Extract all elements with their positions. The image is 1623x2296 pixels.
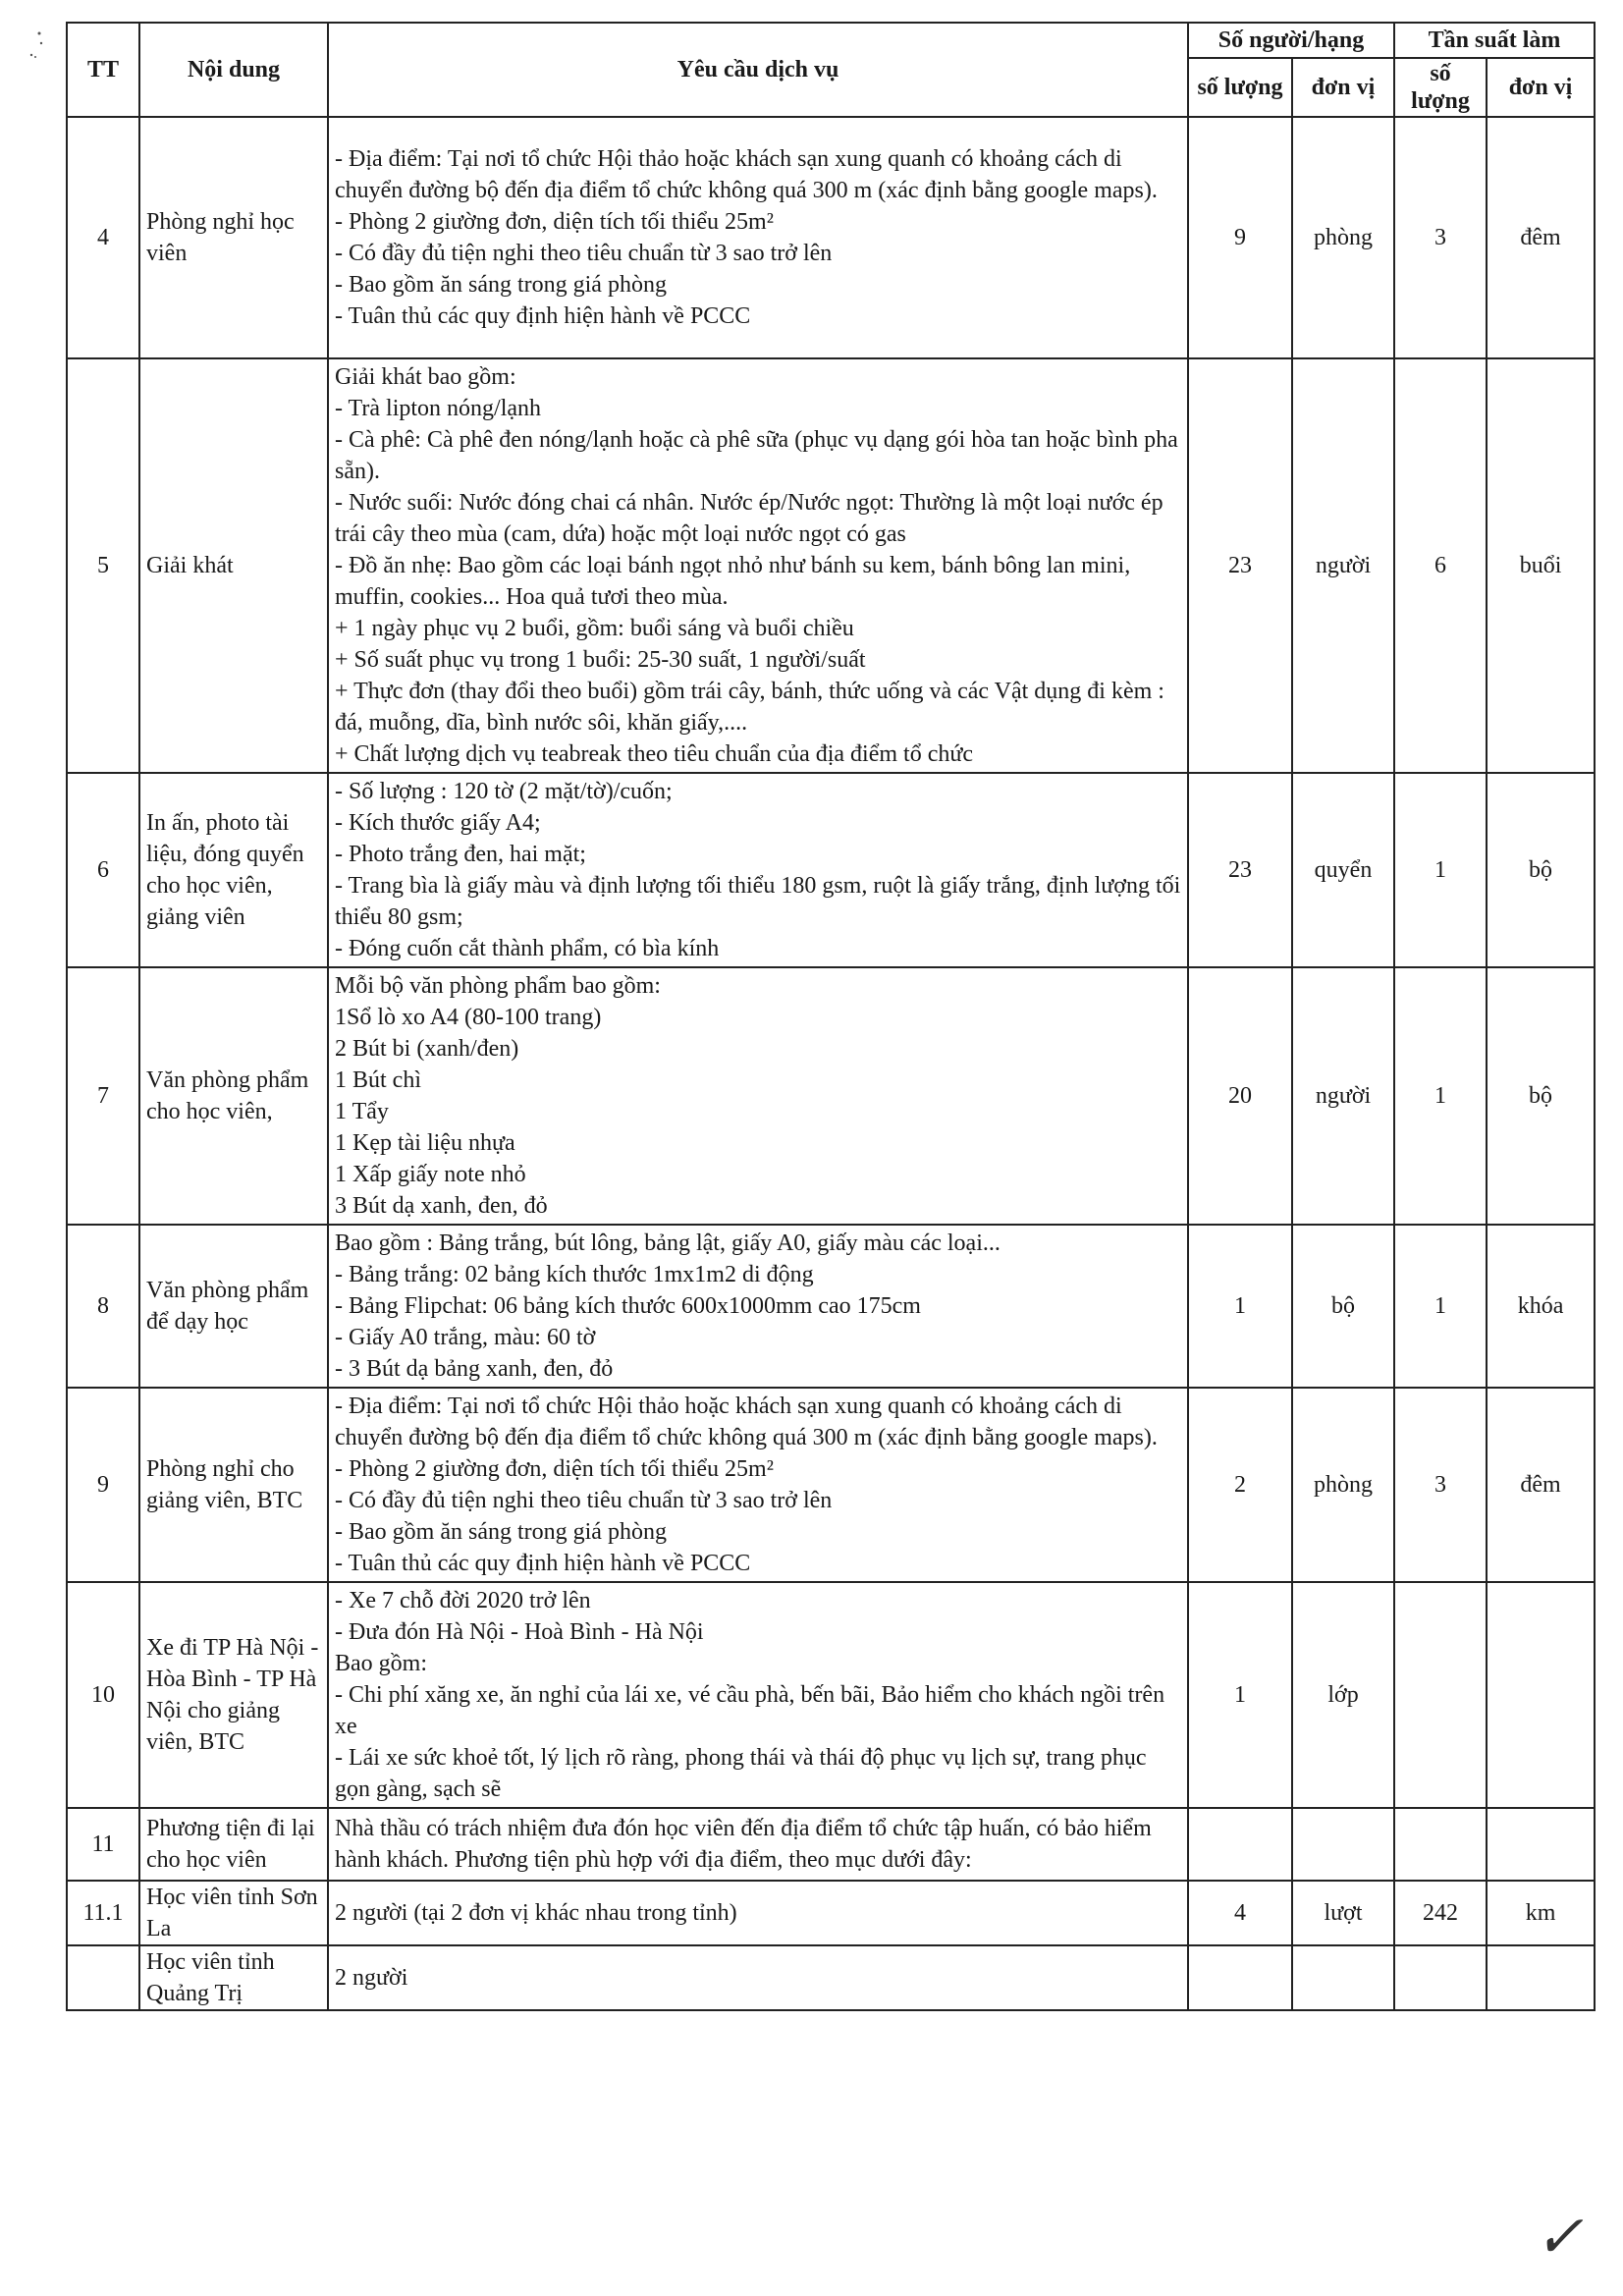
header-tt: TT — [67, 23, 139, 117]
header-quantity-1: số lượng — [1188, 58, 1292, 117]
row-quantity-2 — [1394, 1808, 1487, 1881]
requirement-line: - Xe 7 chỗ đời 2020 trở lên — [335, 1588, 591, 1613]
row-unit-2 — [1487, 1582, 1595, 1808]
table-row — [67, 773, 1595, 967]
row-requirements — [328, 1945, 1188, 2010]
row-content: Xe đi TP Hà Nội - Hòa Bình - TP Hà Nội cho giảng viên, BTC — [139, 1582, 328, 1808]
row-unit-1: phòng — [1292, 117, 1394, 358]
row-tt: 6 — [67, 773, 139, 967]
row-quantity-2: 1 — [1394, 773, 1487, 967]
row-tt: 4 — [67, 117, 139, 358]
row-unit-1: người — [1292, 358, 1394, 773]
row-unit-2: đêm — [1487, 1388, 1595, 1582]
row-unit-2: bộ — [1487, 967, 1595, 1225]
row-requirements — [328, 358, 1188, 773]
row-content: Phương tiện đi lại cho học viên — [139, 1808, 328, 1881]
requirement-line: 1 Xấp giấy note nhỏ — [335, 1162, 526, 1187]
requirement-line: - Trang bìa là giấy màu và định lượng tối thiểu 180 gsm, ruột là giấy trắng, định lượng tối thiểu 80 gsm; — [335, 873, 1181, 930]
row-content: In ấn, photo tài liệu, đóng quyển cho học viên, giảng viên — [139, 773, 328, 967]
row-quantity-1: 1 — [1188, 1582, 1292, 1808]
row-tt: 7 — [67, 967, 139, 1225]
table-row — [67, 117, 1595, 358]
row-quantity-1: 9 — [1188, 117, 1292, 358]
row-tt: 11 — [67, 1808, 139, 1881]
row-quantity-1: 23 — [1188, 773, 1292, 967]
row-unit-1: bộ — [1292, 1225, 1394, 1388]
row-quantity-2: 6 — [1394, 358, 1487, 773]
row-unit-1: phòng — [1292, 1388, 1394, 1582]
row-unit-2: đêm — [1487, 117, 1595, 358]
row-unit-2: bộ — [1487, 773, 1595, 967]
row-unit-2: buổi — [1487, 358, 1595, 773]
requirement-line: Giải khát bao gồm: — [335, 364, 516, 390]
row-tt — [67, 1945, 139, 2010]
header-unit-2: đơn vị — [1487, 58, 1595, 117]
row-quantity-2: 242 — [1394, 1881, 1487, 1945]
header-content: Nội dung — [139, 23, 328, 117]
requirement-line: - Đồ ăn nhẹ: Bao gồm các loại bánh ngọt nhỏ như bánh su kem, bánh bông lan mini, muffin, cookies... Hoa quả tươi theo mùa. — [335, 553, 1131, 610]
requirement-line: - Kích thước giấy A4; — [335, 810, 541, 836]
row-quantity-1: 1 — [1188, 1225, 1292, 1388]
row-quantity-2 — [1394, 1582, 1487, 1808]
service-table — [66, 22, 1596, 2011]
row-quantity-1: 23 — [1188, 358, 1292, 773]
requirement-line: - Có đầy đủ tiện nghi theo tiêu chuẩn từ 3 sao trở lên — [335, 241, 833, 266]
row-content: Học viên tỉnh Quảng Trị — [139, 1945, 328, 2010]
requirement-line: 3 Bút dạ xanh, đen, đỏ — [335, 1193, 548, 1219]
row-unit-1: người — [1292, 967, 1394, 1225]
row-requirements — [328, 117, 1188, 358]
table-row — [67, 1945, 1595, 2010]
table-row — [67, 1388, 1595, 1582]
requirement-line: 2 người — [335, 1965, 408, 1991]
row-content: Văn phòng phẩm để dạy học — [139, 1225, 328, 1388]
row-quantity-2 — [1394, 1945, 1487, 2010]
row-unit-1 — [1292, 1808, 1394, 1881]
requirement-line: - Đóng cuốn cắt thành phẩm, có bìa kính — [335, 936, 720, 961]
row-unit-1 — [1292, 1945, 1394, 2010]
requirement-line: 1 Kẹp tài liệu nhựa — [335, 1130, 515, 1156]
row-requirements — [328, 1388, 1188, 1582]
requirement-line: - Địa điểm: Tại nơi tổ chức Hội thảo hoặc khách sạn xung quanh có khoảng cách di chuyển đường bộ đến địa điểm tổ chức không quá 300 m (xác định bằng google maps). — [335, 146, 1158, 203]
requirement-line: Bao gồm: — [335, 1651, 427, 1676]
requirement-line: - Tuân thủ các quy định hiện hành về PCCC — [335, 303, 751, 329]
requirement-line: - Photo trắng đen, hai mặt; — [335, 842, 586, 867]
requirement-line: 1 Tẩy — [335, 1099, 389, 1124]
requirement-line: - Cà phê: Cà phê đen nóng/lạnh hoặc cà phê sữa (phục vụ dạng gói hòa tan hoặc bình pha sẵn). — [335, 427, 1178, 484]
row-unit-1: lớp — [1292, 1582, 1394, 1808]
row-quantity-1: 2 — [1188, 1388, 1292, 1582]
requirement-line: + Thực đơn (thay đổi theo buổi) gồm trái cây, bánh, thức uống và các Vật dụng đi kèm : đá, muỗng, dĩa, bình nước sôi, khăn giấy,.... — [335, 679, 1164, 736]
requirement-line: - Có đầy đủ tiện nghi theo tiêu chuẩn từ 3 sao trở lên — [335, 1488, 833, 1513]
requirement-line: + Số suất phục vụ trong 1 buổi: 25-30 suất, 1 người/suất — [335, 647, 866, 673]
row-quantity-1 — [1188, 1808, 1292, 1881]
row-quantity-2: 1 — [1394, 1225, 1487, 1388]
table-row — [67, 1225, 1595, 1388]
requirement-line: 2 Bút bi (xanh/đen) — [335, 1036, 519, 1062]
row-tt: 8 — [67, 1225, 139, 1388]
requirement-line: Mỗi bộ văn phòng phẩm bao gồm: — [335, 973, 661, 999]
table-row — [67, 1881, 1595, 1945]
row-unit-2 — [1487, 1808, 1595, 1881]
requirement-line: - Bao gồm ăn sáng trong giá phòng — [335, 1519, 667, 1545]
requirement-line: 1 Bút chì — [335, 1067, 421, 1093]
requirement-line: - Phòng 2 giường đơn, diện tích tối thiểu 25m² — [335, 209, 774, 235]
requirement-line: 2 người (tại 2 đơn vị khác nhau trong tỉnh) — [335, 1900, 737, 1926]
row-requirements — [328, 773, 1188, 967]
table-row — [67, 358, 1595, 773]
row-requirements — [328, 967, 1188, 1225]
row-quantity-1: 4 — [1188, 1881, 1292, 1945]
row-requirements — [328, 1225, 1188, 1388]
row-requirements — [328, 1808, 1188, 1881]
row-unit-2: khóa — [1487, 1225, 1595, 1388]
requirement-line: - Đưa đón Hà Nội - Hoà Bình - Hà Nội — [335, 1619, 704, 1645]
requirement-line: - Tuân thủ các quy định hiện hành về PCCC — [335, 1551, 751, 1576]
requirement-line: - 3 Bút dạ bảng xanh, đen, đỏ — [335, 1356, 614, 1382]
row-quantity-2: 3 — [1394, 1388, 1487, 1582]
requirement-line: + Chất lượng dịch vụ teabreak theo tiêu chuẩn của địa điểm tổ chức — [335, 741, 974, 767]
signature-mark: ✓ — [1534, 2205, 1584, 2269]
header-requirements: Yêu cầu dịch vụ — [328, 23, 1188, 117]
row-content: Phòng nghỉ cho giảng viên, BTC — [139, 1388, 328, 1582]
row-unit-2 — [1487, 1945, 1595, 2010]
row-unit-1: lượt — [1292, 1881, 1394, 1945]
row-requirements — [328, 1881, 1188, 1945]
row-tt: 5 — [67, 358, 139, 773]
table-row — [67, 967, 1595, 1225]
requirement-line: Bao gồm : Bảng trắng, bút lông, bảng lật, giấy A0, giấy màu các loại... — [335, 1230, 1001, 1256]
requirement-line: - Nước suối: Nước đóng chai cá nhân. Nước ép/Nước ngọt: Thường là một loại nước ép trái cây theo mùa (cam, dứa) hoặc một loại nước ngọt có gas — [335, 490, 1163, 547]
scan-specks — [27, 29, 47, 88]
header-quantity-2: số lượng — [1394, 58, 1487, 117]
row-tt: 11.1 — [67, 1881, 139, 1945]
row-tt: 9 — [67, 1388, 139, 1582]
requirement-line: - Bao gồm ăn sáng trong giá phòng — [335, 272, 667, 298]
header-people-group: Số người/hạng — [1188, 23, 1394, 58]
row-content: Giải khát — [139, 358, 328, 773]
row-unit-1: quyển — [1292, 773, 1394, 967]
row-quantity-2: 1 — [1394, 967, 1487, 1225]
requirement-line: - Chi phí xăng xe, ăn nghỉ của lái xe, vé cầu phà, bến bãi, Bảo hiểm cho khách ngồi trên xe — [335, 1682, 1165, 1739]
row-quantity-1: 20 — [1188, 967, 1292, 1225]
requirement-line: - Lái xe sức khoẻ tốt, lý lịch rõ ràng, phong thái và thái độ phục vụ lịch sự, trang phục gọn gàng, sạch sẽ — [335, 1745, 1147, 1802]
header-frequency-group: Tần suất làm — [1394, 23, 1595, 58]
row-requirements — [328, 1582, 1188, 1808]
row-content: Văn phòng phẩm cho học viên, — [139, 967, 328, 1225]
row-unit-2: km — [1487, 1881, 1595, 1945]
requirement-line: + 1 ngày phục vụ 2 buổi, gồm: buổi sáng và buổi chiều — [335, 616, 854, 641]
row-content: Học viên tỉnh Sơn La — [139, 1881, 328, 1945]
row-tt: 10 — [67, 1582, 139, 1808]
row-quantity-2: 3 — [1394, 117, 1487, 358]
requirement-line: - Trà lipton nóng/lạnh — [335, 396, 542, 421]
table-row — [67, 1582, 1595, 1808]
row-quantity-1 — [1188, 1945, 1292, 2010]
requirement-line: - Địa điểm: Tại nơi tổ chức Hội thảo hoặc khách sạn xung quanh có khoảng cách di chuyển đường bộ đến địa điểm tổ chức không quá 300 m (xác định bằng google maps). — [335, 1394, 1158, 1450]
requirement-line: - Bảng Flipchat: 06 bảng kích thước 600x1000mm cao 175cm — [335, 1293, 921, 1319]
requirement-line: - Số lượng : 120 tờ (2 mặt/tờ)/cuốn; — [335, 779, 673, 804]
table-row — [67, 1808, 1595, 1881]
header-unit-1: đơn vị — [1292, 58, 1394, 117]
requirement-line: Nhà thầu có trách nhiệm đưa đón học viên đến địa điểm tổ chức tập huấn, có bảo hiểm hành khách. Phương tiện phù hợp với địa điểm, theo mục dưới đây: — [335, 1816, 1152, 1873]
requirement-line: - Phòng 2 giường đơn, diện tích tối thiểu 25m² — [335, 1456, 774, 1482]
requirement-line: - Giấy A0 trắng, màu: 60 tờ — [335, 1325, 596, 1350]
requirement-line: 1Sổ lò xo A4 (80-100 trang) — [335, 1005, 602, 1030]
table-body — [67, 117, 1595, 2010]
requirement-line: - Bảng trắng: 02 bảng kích thước 1mx1m2 di động — [335, 1262, 814, 1287]
row-content: Phòng nghỉ học viên — [139, 117, 328, 358]
